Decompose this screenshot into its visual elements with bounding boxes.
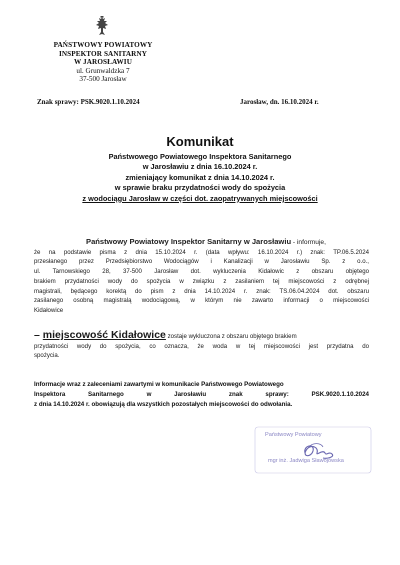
paragraph-text: zostaje wykluczona z obszaru objętego brakiem bbox=[165, 333, 297, 340]
date-place: Jarosław, dn. 16.10.2024 r. bbox=[240, 98, 319, 106]
issuer-name: Państwowy Powiatowy Inspektor Sanitarny w Jarosławiu bbox=[86, 237, 292, 246]
paragraph-line: spożycia. bbox=[34, 352, 60, 360]
paragraph-line: przesłanego przez Przedsiębiorstwo Wodociągów i Kanalizacji w Jarosławiu Sp. z o.o., bbox=[34, 258, 369, 266]
paragraph-line: z dnia 14.10.2024 r. obowiązują dla wszystkich pozostałych miejscowości do odwołania. bbox=[34, 401, 293, 408]
paragraph-line: Kidałowice bbox=[34, 306, 64, 314]
letterhead-line2: INSPEKTOR SANITARNY bbox=[58, 49, 148, 58]
letterhead-line1: PAŃSTWOWY POWIATOWY bbox=[53, 41, 153, 49]
paragraph-line: Inspektora Sanitarnego w Jarosławiu znak sprawy: PSK.9020.1.10.2024 bbox=[34, 391, 369, 398]
subtitle-line: w sprawie braku przydatności wody do spożycia bbox=[114, 183, 286, 193]
paragraph-line: zasilanego osobną magistralą wodociągową, w którym nie zawarto informacji o miejscowości bbox=[34, 297, 369, 305]
paragraph-line: magistrali, będącego korektą do pism z dnia 14.10.2024 r. znak: TS.06.04.2024 dot. obszaru bbox=[34, 287, 369, 295]
signature-icon bbox=[305, 446, 333, 458]
stamp-top-text: Państwowy Powiatowy bbox=[265, 432, 322, 438]
letterhead-city: 37-500 Jarosław bbox=[79, 75, 127, 84]
paragraph-line: brakiem przydatności wody do spożycia w związku z zasilaniem tej miejscowości z odrębnej bbox=[34, 277, 369, 285]
paragraph-line: Informacje wraz z zaleceniami zawartymi w komunikacie Państwowego Powiatowego bbox=[34, 381, 284, 388]
paragraph-line bbox=[34, 331, 369, 342]
paragraph-exclusion bbox=[34, 331, 369, 361]
excluded-locality: miejscowość Kidałowice bbox=[42, 329, 166, 341]
subtitle-line: zmieniający komunikat z dnia 14.10.2024 r. bbox=[125, 172, 275, 182]
subtitle-line: Państwowego Powiatowego Inspektora Sanitarnego bbox=[108, 152, 292, 161]
case-reference: Znak sprawy: PSK.9020.1.10.2024 bbox=[37, 98, 140, 106]
paragraph-announcement bbox=[34, 237, 369, 316]
eagle-emblem-icon bbox=[94, 16, 110, 38]
paragraph-line bbox=[34, 237, 369, 248]
document-subtitle bbox=[40, 152, 360, 204]
letterhead-line3: W JAROSŁAWIU bbox=[74, 58, 132, 67]
subtitle-line-underlined: z wodociągu Jarosław w części dot. zaopatrywanych miejscowości bbox=[82, 193, 318, 203]
document-title: Komunikat bbox=[166, 134, 234, 149]
paragraph-validity bbox=[34, 380, 369, 410]
stamp-bottom-text: mgr inż. Jadwiga Sławojówska bbox=[268, 458, 344, 464]
paragraph-line: ul. Tarnowskiego 28, 37-500 Jarosław dot. wykluczenia Kidałowic z obszaru objętego bbox=[34, 268, 369, 276]
paragraph-line: przydatności wody do spożycia, co oznacza, że woda w tej miejscowości jest przydatna do bbox=[34, 342, 369, 350]
paragraph-line: że na podstawie pisma z dnia 15.10.2024 r. (data wpływu: 16.10.2024 r.) znak: TP.06.5.2024 bbox=[34, 248, 369, 256]
letterhead bbox=[30, 41, 176, 84]
subtitle-line: w Jarosławiu z dnia 16.10.2024 r. bbox=[142, 162, 258, 172]
issuer-tail: - informuje, bbox=[291, 239, 326, 246]
dash-marker: – bbox=[34, 329, 43, 341]
letterhead-street: ul. Grunwaldzka 7 bbox=[76, 66, 130, 75]
